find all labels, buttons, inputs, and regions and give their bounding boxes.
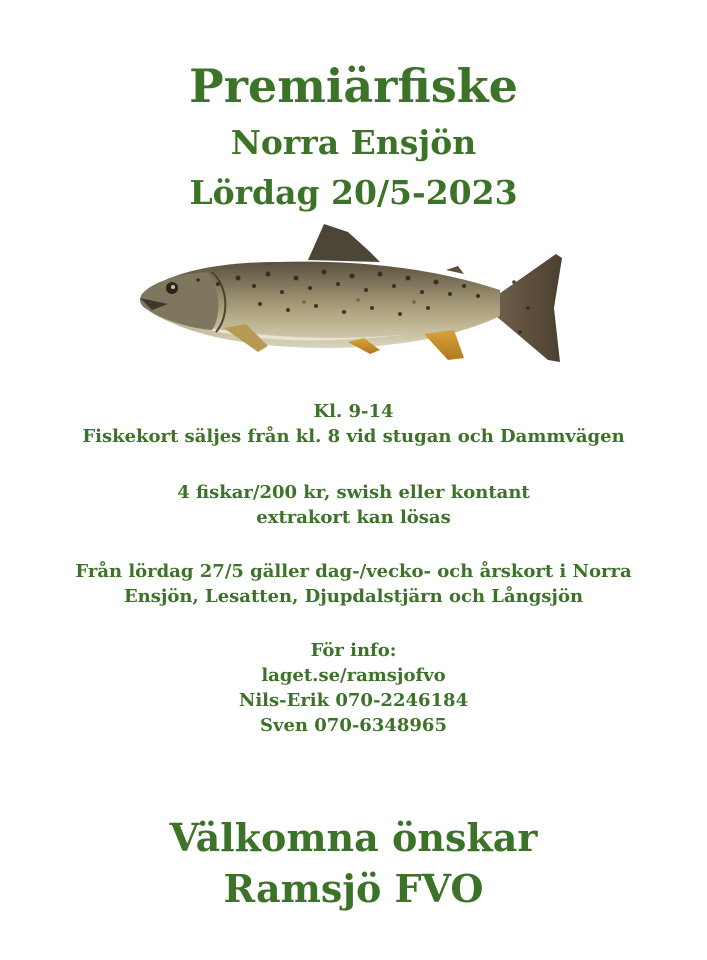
season-text-line2: Ensjön, Lesatten, Djupdalstjärn och Långsjön [123,586,584,607]
season-block [0,559,707,609]
contact-nils-erik: Nils-Erik 070-2246184 [238,690,469,711]
organizer-name: Ramsjö FVO [223,866,484,911]
cards-sale-text: Fiskekort säljes från kl. 8 vid stugan och Dammvägen [82,426,625,447]
contact-sven: Sven 070-6348965 [260,715,447,736]
contact-heading: För info: [310,640,397,661]
hours-block [0,399,707,449]
extra-card-text: extrakort kan lösas [256,507,451,528]
season-text-line1: Från lördag 27/5 gäller dag-/vecko- och årskort i Norra [75,561,632,582]
hours-text: Kl. 9-14 [313,401,394,422]
price-block [0,480,707,530]
price-text: 4 fiskar/200 kr, swish eller kontant [177,482,530,503]
location-heading: Norra Ensjön [230,123,477,162]
date-heading: Lördag 20/5-2023 [189,173,518,212]
welcome-text: Välkomna önskar [169,815,538,860]
contact-block [0,638,707,738]
website-text: laget.se/ramsjofvo [261,665,446,686]
trout-icon [128,212,570,372]
poster-title: Premiärfiske [189,59,518,113]
